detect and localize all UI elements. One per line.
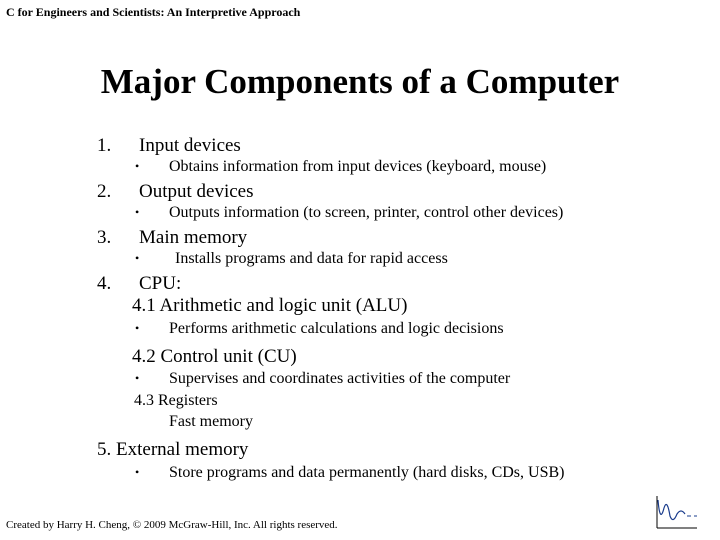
bullet-icon: •	[135, 321, 140, 335]
bullet-icon: •	[135, 251, 140, 265]
item-4-label: CPU:	[139, 273, 182, 294]
slide-title: Major Components of a Computer	[100, 62, 620, 101]
item-3-label: Main memory	[139, 227, 248, 248]
item-3-detail: Installs programs and data for rapid access	[175, 250, 448, 267]
item-2-detail: Outputs information (to screen, printer, control other devices)	[169, 204, 564, 221]
cpu-registers-heading: 4.3 Registers	[134, 392, 218, 409]
item-1-detail: Obtains information from input devices (keyboard, mouse)	[169, 158, 547, 175]
cpu-alu-detail: Performs arithmetic calculations and logic decisions	[169, 320, 504, 337]
bullet-icon: •	[135, 465, 140, 479]
bullet-icon: •	[135, 205, 140, 219]
bullet-icon: •	[135, 371, 140, 385]
publisher-logo-icon	[655, 494, 699, 530]
cpu-cu-detail: Supervises and coordinates activities of the computer	[169, 370, 511, 387]
copyright-footer: Created by Harry H. Cheng, © 2009 McGraw-Hill, Inc. All rights reserved.	[6, 519, 338, 531]
item-2-number: 2.	[97, 181, 112, 202]
item-5-detail: Store programs and data permanently (hard disks, CDs, USB)	[169, 464, 565, 481]
item-5-label: 5. External memory	[97, 439, 249, 460]
item-1-label: Input devices	[139, 135, 241, 156]
course-header: C for Engineers and Scientists: An Interpretive Approach	[6, 5, 301, 19]
cpu-alu-heading: 4.1 Arithmetic and logic unit (ALU)	[132, 295, 408, 316]
item-3-number: 3.	[97, 227, 112, 248]
item-4-number: 4.	[97, 273, 112, 294]
item-2-label: Output devices	[139, 181, 254, 202]
bullet-icon: •	[135, 159, 140, 173]
cpu-cu-heading: 4.2 Control unit (CU)	[132, 346, 297, 367]
cpu-registers-detail: Fast memory	[169, 413, 253, 430]
item-1-number: 1.	[97, 135, 112, 156]
